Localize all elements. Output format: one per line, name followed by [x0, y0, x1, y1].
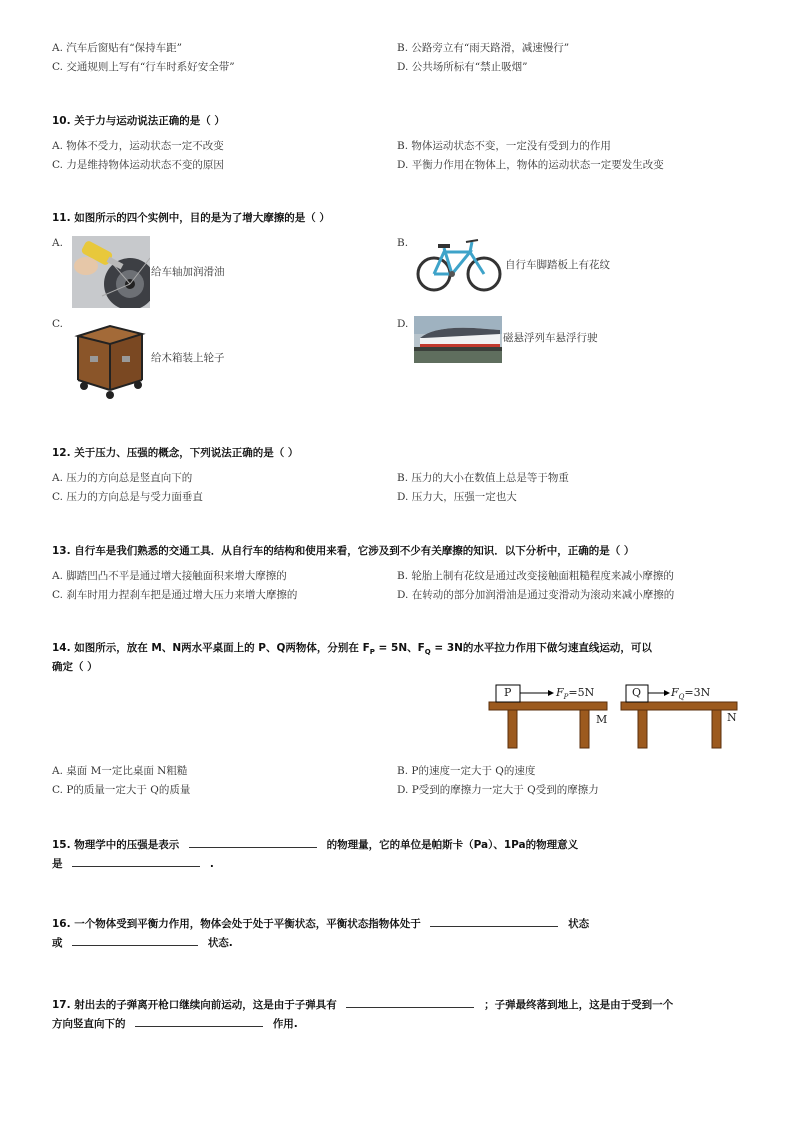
q15-text-3: 是 — [52, 858, 63, 870]
wooden-box-photo — [70, 322, 150, 400]
q17-text-1: 17. 射出去的子弹离开枪口继续向前运动，这是由于子弹具有 — [52, 999, 337, 1011]
q13-option-b: B. 轮胎上制有花纹是通过改变接触面粗糙程度来减小摩擦的 — [397, 570, 674, 582]
maglev-train-photo — [414, 316, 502, 363]
q14-option-b: B. P的速度一定大于 Q的速度 — [397, 765, 536, 777]
force-p-label — [556, 686, 594, 701]
q15-text-2: 的物理量，它的单位是帕斯卡（Pa）、1Pa的物理意义 — [326, 839, 579, 851]
q12-option-d: D. 压力大，压强一定也大 — [397, 491, 517, 503]
q10-option-d: D. 平衡力作用在物体上，物体的运动状态一定要发生改变 — [397, 159, 664, 171]
q10-option-b: B. 物体运动状态不变，一定没有受到力的作用 — [397, 140, 611, 152]
q14-stem-text-1: 14. 如图所示，放在 M、N两水平桌面上的 P、Q两物体，分别在 F — [52, 642, 370, 654]
q11-letter-d: D. — [397, 318, 409, 330]
q10-option-c: C. 力是维持物体运动状态不变的原因 — [52, 159, 224, 171]
q15-text-4: . — [209, 858, 214, 870]
block-p-label: P — [504, 686, 512, 699]
q9-option-a: A. 汽车后窗贴有“保持车距” — [52, 42, 182, 54]
q9-option-d: D. 公共场所标有“禁止吸烟” — [397, 61, 528, 73]
q17-text-4: 作用. — [272, 1018, 298, 1030]
q14-stem-line1 — [52, 640, 652, 656]
q16-text-1: 16. 一个物体受到平衡力作用，物体会处于处于平衡状态，平衡状态指物体处于 — [52, 918, 421, 930]
q17-text-3: 方向竖直向下的 — [52, 1018, 126, 1030]
q12-option-b: B. 压力的大小在数值上总是等于物重 — [397, 472, 569, 484]
force-p-symbol: F — [556, 686, 564, 699]
q11-caption-d: 磁悬浮列车悬浮行驶 — [503, 332, 598, 344]
q16-blank-1[interactable] — [430, 915, 558, 927]
q17-line1 — [52, 996, 673, 1012]
q14-stem-text-3: = 3N的水平拉力作用下做匀速直线运动，可以 — [430, 642, 652, 654]
q11-letter-b: B. — [397, 237, 409, 249]
force-q-label — [671, 686, 710, 701]
force-p-value: =5N — [568, 686, 595, 699]
q12-option-a: A. 压力的方向总是竖直向下的 — [52, 472, 193, 484]
q15-text-1: 15. 物理学中的压强是表示 — [52, 839, 180, 851]
force-q-subscript: Q — [678, 693, 685, 702]
q15-blank-2[interactable] — [72, 855, 200, 867]
bicycle-image — [414, 234, 504, 294]
q16-text-4: 状态. — [207, 937, 233, 949]
q14-option-a: A. 桌面 M一定比桌面 N粗糙 — [52, 765, 188, 777]
q15-blank-1[interactable] — [189, 836, 317, 848]
table-m-label: M — [596, 713, 608, 726]
oiling-axle-photo — [72, 236, 150, 308]
q16-line2 — [52, 934, 233, 950]
q12-option-c: C. 压力的方向总是与受力面垂直 — [52, 491, 203, 503]
table-n-label: N — [727, 711, 737, 724]
q16-text-2: 状态 — [568, 918, 590, 930]
q13-option-d: D. 在转动的部分加润滑油是通过变滑动为滚动来减小摩擦的 — [397, 589, 675, 601]
q17-blank-1[interactable] — [346, 996, 474, 1008]
q11-caption-c: 给木箱装上轮子 — [151, 352, 225, 364]
q9-option-b: B. 公路旁立有“雨天路滑，减速慢行” — [397, 42, 570, 54]
q12-stem: 12. 关于压力、压强的概念，下列说法正确的是（ ） — [52, 447, 299, 459]
q11-caption-b: 自行车脚踏板上有花纹 — [505, 259, 610, 271]
q11-letter-c: C. — [52, 318, 63, 330]
q14-sub-p: P — [369, 648, 375, 657]
force-p-subscript: P — [563, 693, 569, 702]
q14-option-d: D. P受到的摩擦力一定大于 Q受到的摩擦力 — [397, 784, 599, 796]
q13-option-a: A. 脚踏凹凸不平是通过增大接触面积来增大摩擦的 — [52, 570, 287, 582]
q11-letter-a: A. — [52, 237, 63, 249]
q14-option-c: C. P的质量一定大于 Q的质量 — [52, 784, 191, 796]
q14-stem-line2: 确定（ ） — [52, 661, 98, 673]
q15-line1 — [52, 836, 578, 852]
force-q-symbol: F — [671, 686, 679, 699]
q17-line2 — [52, 1015, 298, 1031]
q16-text-3: 或 — [52, 937, 63, 949]
q17-text-2: ；子弹最终落到地上，这是由于受到一个 — [484, 999, 674, 1011]
q10-stem: 10. 关于力与运动说法正确的是（ ） — [52, 115, 225, 127]
q11-caption-a: 给车轴加润滑油 — [151, 266, 225, 278]
q9-option-c: C. 交通规则上写有“行车时系好安全带” — [52, 61, 235, 73]
q11-stem: 11. 如图所示的四个实例中，目的是为了增大摩擦的是（ ） — [52, 212, 330, 224]
q13-stem: 13. 自行车是我们熟悉的交通工具．从自行车的结构和使用来看，它涉及到不少有关摩擦的知识．以下分析中，正确的是（ ） — [52, 545, 635, 557]
q16-line1 — [52, 915, 589, 931]
q15-line2 — [52, 855, 214, 871]
q10-option-a: A. 物体不受力，运动状态一定不改变 — [52, 140, 224, 152]
q13-option-c: C. 刹车时用力捏刹车把是通过增大压力来增大摩擦的 — [52, 589, 298, 601]
force-q-value: =3N — [684, 686, 711, 699]
q17-blank-2[interactable] — [135, 1015, 263, 1027]
q14-stem-text-2: = 5N、F — [374, 642, 425, 654]
block-q-label: Q — [632, 686, 642, 699]
q16-blank-2[interactable] — [72, 934, 198, 946]
q14-sub-q: Q — [424, 648, 431, 657]
